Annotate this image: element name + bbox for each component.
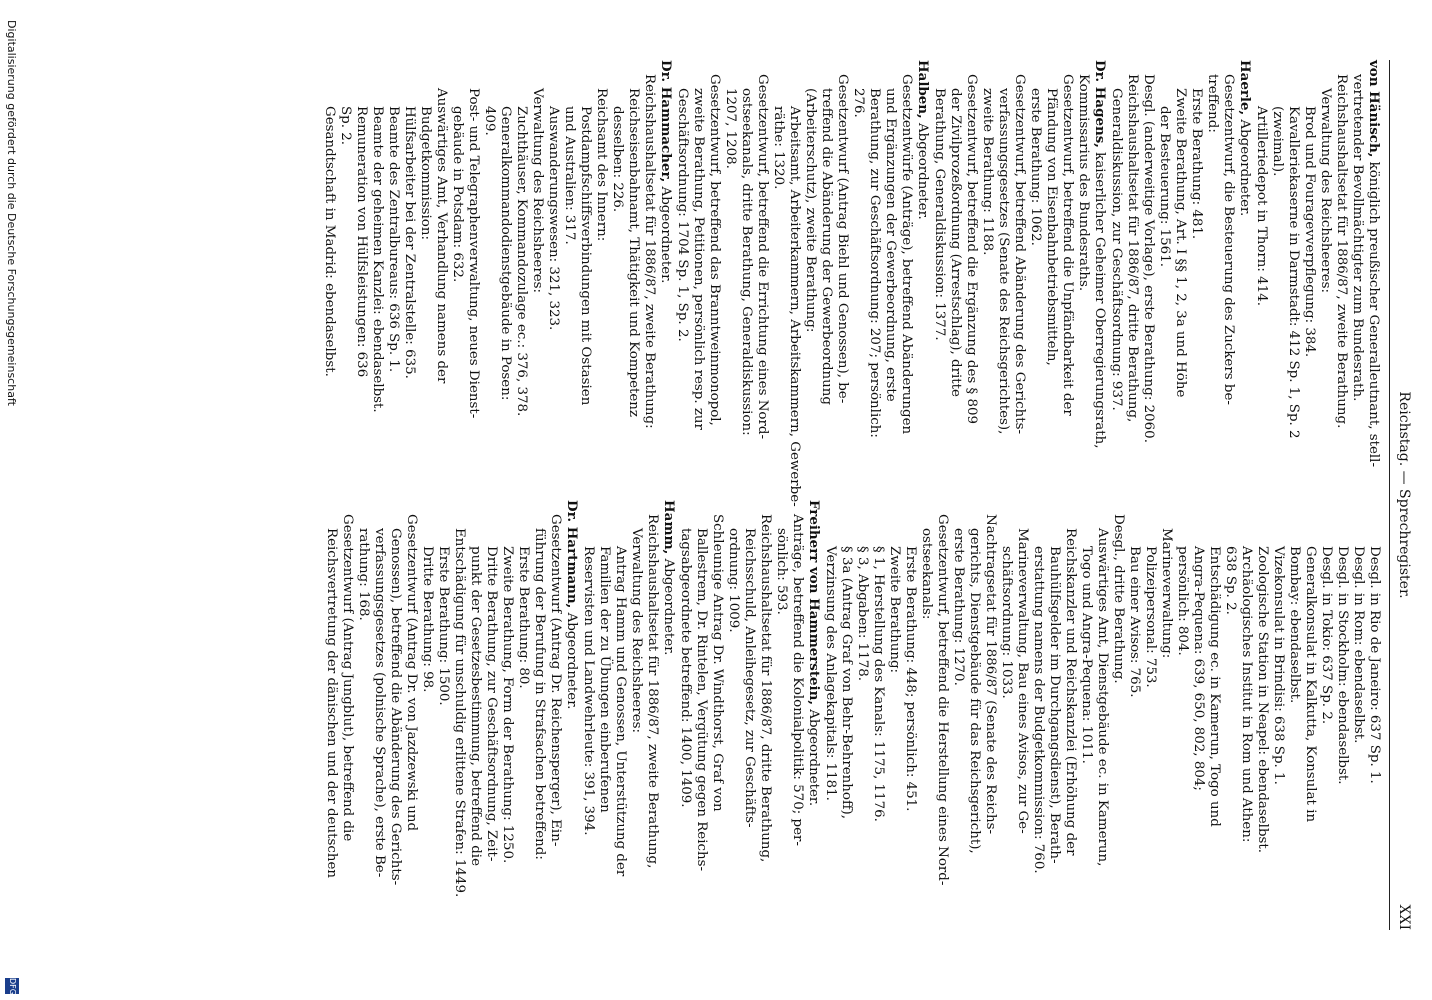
entry-text: Arbeitsamt, Arbeiterkammern, Arbeitskammern, Gewerbe- (787, 106, 802, 507)
index-entry-heading (1236, 60, 1253, 465)
index-entry-line (754, 60, 770, 465)
index-entry-line (1142, 500, 1158, 930)
entry-text: Reichsamt des Innern: (594, 88, 609, 242)
right-column (323, 500, 1382, 930)
index-entry-line (1158, 500, 1174, 930)
index-entry-line (353, 60, 369, 465)
entry-text: räthe: 1320. (771, 106, 786, 190)
index-entry-line (1333, 60, 1349, 465)
entry-text: Zweite Berathung: (887, 546, 902, 674)
entry-text: (Arbeiterschutz), zweite Berathung: (803, 88, 818, 333)
entry-text: Hülfsarbeiter bei der Zentralstelle: 635. (402, 106, 417, 379)
index-entry-line (1030, 500, 1046, 930)
entry-text: Dritte Berathung: 98. (420, 546, 435, 693)
index-entry-line (593, 60, 609, 465)
entry-text: Desgl., dritte Berathung. (1111, 514, 1126, 684)
entry-text: Verwaltung des Reichsheeres: (629, 528, 644, 734)
digitization-footer (0, 0, 22, 1000)
index-entry-line (628, 500, 644, 930)
entry-text: Gesetzentwürfe (Anträge), betreffend Abänderungen (899, 74, 914, 435)
index-entry-line (545, 60, 561, 465)
entry-text: Genossen), betreffend die Abänderung des Gerichts- (388, 528, 403, 886)
entry-text: Verzinsung des Anlagekapitals: 1181. (823, 546, 838, 801)
index-entry-line (690, 60, 706, 465)
entry-text: Schleunige Antrag Dr. Windthorst, Graf von (710, 514, 725, 812)
entry-text: verfassungsgesetzes (Senate des Reichsgerichtes), (996, 88, 1011, 435)
entry-text: 638 Sp. 2. (1223, 546, 1238, 615)
entry-text: Reichshaushaltsetat für 1886/87, zweite Berathung. (1334, 74, 1349, 429)
index-entry-line (757, 500, 773, 930)
entry-text: Generalkommandodienstgebäude in Posen: (498, 106, 513, 401)
entry-text: Auswanderungswesen: 321, 323. (546, 106, 561, 331)
entry-text: ordnung: 1009. (726, 528, 741, 633)
entry-text: führung der Berufung in Strafsachen betreffend: (532, 528, 547, 860)
page-header (1394, 60, 1412, 930)
entry-text: verfassungsgesetzes (polnische Sprache), erste Be- (372, 528, 387, 878)
entry-text: Reichseisenbahnamt, Thätigkeit und Kompetenz (626, 88, 641, 417)
entry-text: Gesetzentwurf, betreffend das Branntweinmonopol, (707, 74, 722, 426)
entry-text: Bau einer Avisos: 765. (1127, 546, 1142, 698)
index-entry-line (882, 60, 898, 465)
index-entry-line (1301, 60, 1317, 465)
entry-text: Familien der zu Übungen einberufenen (597, 546, 612, 813)
index-entry-line (963, 60, 979, 465)
index-entry-line (321, 60, 337, 465)
index-entry-line (1059, 60, 1075, 465)
entry-text: Desgl. (anderweitige Vorlage), erste Berathung: 2060. (1141, 74, 1156, 443)
entry-text: treffend die Abänderung der Gewerbeordnung (819, 88, 834, 405)
entry-text: Abgeordneter. (564, 608, 579, 710)
index-entry-line (467, 500, 483, 930)
index-entry-heading (563, 500, 580, 930)
entry-text: 1207, 1208. (723, 88, 738, 169)
entry-text: Kavalleriekaserne in Darmstadt: 412 Sp. 1, Sp. 2 (1286, 106, 1301, 439)
entry-text: Gesetzentwurf (Antrag Dr. von Jazdzewski und (404, 514, 419, 832)
index-entry-line (898, 60, 914, 465)
index-entry-line (1188, 60, 1204, 465)
index-entry-line (497, 60, 513, 465)
index-entry-line (355, 500, 371, 930)
index-entry-line (850, 60, 866, 465)
index-entry-line (1014, 500, 1030, 930)
entry-text: Zuchthäuser, Kommandozulage ec.: 376, 378. (514, 106, 529, 417)
index-entry-line (1254, 500, 1270, 930)
index-entry-line (834, 60, 850, 465)
index-entry-line (449, 60, 465, 465)
speaker-name: Halben, (915, 60, 931, 119)
index-entry-line (1269, 60, 1285, 465)
index-entry-line (1286, 500, 1302, 930)
index-entry-line (1350, 500, 1366, 930)
index-entry-line (770, 60, 786, 465)
entry-text: Antrag Hamm und Genossen, Unterstützung der (613, 546, 628, 877)
index-entry-line (1220, 60, 1236, 465)
entry-text: Gesetzentwurf, betreffend die Unpfändbarkeit der (1060, 74, 1075, 416)
entry-text: rathung: 168. (356, 528, 371, 621)
running-title: Reichstag. — Sprechregister. (1396, 391, 1412, 599)
index-entry-line (561, 60, 577, 465)
index-entry-line (838, 500, 854, 930)
speaker-name: Dr. Hagens, (1092, 60, 1108, 148)
entry-text: Bauhülfsgelder im Durchgangsdienst), Berath- (1047, 546, 1062, 864)
entry-text: Berathung, Generaldiskussion: 1377. (932, 88, 947, 341)
entry-text: erstattung namens der Budgetkommission: 760. (1031, 546, 1046, 874)
entry-text: Desgl. in Rom: ebendaselbst. (1351, 546, 1366, 744)
entry-text: Abgeordneter. (658, 182, 673, 284)
index-entry-line (1124, 60, 1140, 465)
page-number: XXI (1396, 904, 1412, 930)
entry-text: Reichshaushaltsetat für 1886/87, dritte Berathung, (1125, 74, 1140, 423)
entry-text: Angra-Pequena: 639, 650, 802, 804; (1191, 546, 1206, 791)
entry-text: Desgl. in Rio de Janeiro: 637 Sp. 1. (1367, 546, 1382, 784)
index-entry-line (515, 500, 531, 930)
index-entry-line (786, 60, 802, 507)
entry-text: Zoologische Station in Neapel: ebendaselbst. (1255, 546, 1270, 854)
speaker-name: Hamm, (661, 500, 677, 555)
index-entry-line (1011, 60, 1027, 465)
index-entry-line (1302, 500, 1318, 930)
entry-text: Desgl. in Tokio: 637 Sp. 2. (1319, 546, 1334, 725)
index-entry-line (706, 60, 722, 465)
index-entry-line (741, 500, 757, 930)
entry-text: Verwaltung des Reichsheeres: (1318, 88, 1333, 294)
index-entry-line (481, 60, 497, 465)
index-entry-line (577, 60, 593, 465)
index-entry-line (1062, 500, 1078, 930)
entry-text: vertretender Bevollmächtigter zum Bundesrath. (1350, 74, 1365, 402)
index-entry-line (1172, 60, 1188, 465)
entry-text: desselben: 226. (610, 106, 625, 213)
index-entry-line (738, 60, 754, 465)
entry-text: Polizeipersonal: 753. (1143, 546, 1158, 688)
speaker-name: von Hänisch, (1366, 60, 1382, 158)
index-entry-line (369, 60, 385, 465)
index-entry-line (1108, 60, 1124, 465)
entry-text: Generalkonsulat in Kalkutta, Konsulat in (1303, 546, 1318, 823)
index-entry-line (483, 500, 499, 930)
entry-text: § 3a (Antrag Graf von Behr-Behrenhoff), (839, 546, 854, 819)
entry-text: Zweite Berathung, Art. I §§ 1, 2, 3a und Höhe (1173, 88, 1188, 398)
header-rule (1389, 60, 1390, 930)
index-entry-line (385, 60, 401, 465)
index-entry-line (802, 60, 818, 465)
index-entry-line (465, 60, 481, 465)
entry-text: Ballestrem, Dr. Rintelen, Vergütung gegen Reichs- (694, 528, 709, 872)
index-entry-line (1285, 60, 1301, 465)
entry-text: königlich preußischer Generalleutnant, stell- (1366, 157, 1381, 467)
entry-text: schäftsordnung: 1033. (999, 546, 1014, 699)
index-entry-line (866, 60, 882, 465)
index-entry-line (773, 500, 789, 930)
index-entry-line (995, 60, 1011, 465)
index-entry-line (1366, 500, 1382, 930)
index-entry-line (387, 500, 403, 930)
entry-text: Auswärtiges Amt, Verhandlung namens der (434, 88, 449, 384)
entry-text: Gesetzentwurf (Antrag Biehl und Genossen), be- (835, 74, 850, 404)
index-entry-line (337, 60, 353, 465)
entry-text: treffend: (1205, 74, 1220, 133)
index-entry-heading (805, 500, 822, 930)
entry-text: erste Berathung: 1062. (1028, 88, 1043, 246)
entry-text: zweite Berathung, Petitionen, persönlich resp. zur (691, 88, 706, 430)
index-entry-line (1140, 60, 1156, 465)
index-entry-line (1206, 500, 1222, 930)
entry-text: Bombay: ebendaselbst. (1287, 546, 1302, 704)
index-entry-line (323, 500, 339, 930)
index-entry-line (580, 500, 596, 930)
entry-text: Abgeordneter. (1237, 115, 1252, 217)
index-entry-line (998, 500, 1014, 930)
entry-text: Reservisten und Landwehrleute: 391, 394. (581, 546, 596, 836)
entry-text: Dritte Berathung, zur Geschäftsordnung, Zeit- (484, 546, 499, 862)
entry-text: Geschäftsordnung: 1704 Sp. 1, Sp. 2. (675, 88, 690, 342)
index-entry-line (641, 60, 657, 465)
index-entry-line (822, 500, 838, 930)
index-entry-line (371, 500, 387, 930)
index-entry-line (1046, 500, 1062, 930)
entry-text: Abgeordneter. (661, 554, 676, 656)
index-entry-line (1094, 500, 1110, 930)
entry-text: Erste Berathung: 481. (1189, 88, 1204, 240)
index-entry-line (596, 500, 612, 930)
entry-text: Entschädigung für unschuldig erlittene Strafen: 1449. (452, 528, 467, 898)
index-entry-line (433, 60, 449, 465)
entry-text: § 1, Herstellung des Kanals: 1175, 1176. (871, 546, 886, 822)
entry-text: Reichskanzler und Reichskanzlei (Erhöhung der (1063, 528, 1078, 856)
index-entry-line (529, 60, 545, 465)
entry-text: Reichsschuld, Anleihegesetz, zur Geschäfts- (742, 528, 757, 828)
index-entry-line (1270, 500, 1286, 930)
entry-text: der Zivilprozeßordnung (Arrestschlag), dritte (948, 88, 963, 397)
index-entry-line (1238, 500, 1254, 930)
entry-text: Reichshaushaltsetat für 1886/87, zweite Berathung, (645, 514, 660, 869)
index-entry-line (1190, 500, 1206, 930)
index-entry-line (1318, 500, 1334, 930)
entry-text: Erste Berathung: 80. (516, 546, 531, 689)
entry-text: Erste Berathung: 448; persönlich: 451. (903, 546, 918, 812)
index-entry-line (854, 500, 870, 930)
entry-text: Desgl. in Stockholm: ebendaselbst. (1335, 546, 1350, 785)
entry-text: Togo und Angra-Pequena: 1011. (1079, 546, 1094, 764)
index-entry-line (419, 500, 435, 930)
entry-text: Generaldiskussion, zur Geschäftsordnung: 937. (1109, 88, 1124, 411)
entry-text: kaiserlicher Geheimer Oberregierungsrath, (1092, 147, 1107, 449)
entry-text: Pfändung von Eisenbahnbetriebsmitteln, (1044, 88, 1059, 366)
index-entry-heading (914, 60, 931, 465)
entry-text: erste Berathung: 1270. (951, 528, 966, 686)
index-entry-line (625, 60, 641, 465)
entry-text: Budgetkommission: (418, 106, 433, 240)
entry-text: gebäude in Potsdam: 632. (450, 106, 465, 283)
index-entry-line (609, 60, 625, 465)
entry-text: gerichts, Dienstgebäude für das Reichsgericht), (967, 528, 982, 854)
entry-text: Nachtragsetat für 1886/87 (Senate des Reichs- (983, 514, 998, 835)
speaker-name: Dr. Hartmann, (564, 500, 580, 609)
index-entry-line (1222, 500, 1238, 930)
index-entry-line (886, 500, 902, 930)
index-entry-line (947, 60, 963, 465)
index-entry-heading (1365, 60, 1382, 465)
index-entry-line (1349, 60, 1365, 465)
entry-text: Anträge, betreffend die Kolonialpolitik: 570; per- (790, 514, 805, 846)
entry-text: ostseekanals, dritte Berathung, Generaldiskussion: (739, 88, 754, 436)
index-entry-line (417, 60, 433, 465)
index-entry-line (725, 500, 741, 930)
entry-text: persönlich: 804. (1175, 546, 1190, 656)
index-entry-line (1156, 60, 1172, 465)
index-entry-line (934, 500, 950, 930)
entry-text: Gesetzentwurf, betreffend die Ergänzung des § 809 (964, 74, 979, 425)
entry-text: Kommissarius des Bundesraths. (1076, 74, 1091, 292)
entry-text: Abgeordneter. (806, 705, 821, 807)
entry-text: Zweite Berathung, Form der Berathung: 1250. (500, 546, 515, 864)
entry-text: Postdampfschiffsverbindungen mit Ostasien (578, 106, 593, 406)
entry-text: Abgeordneter. (915, 118, 930, 220)
entry-text: Archäologisches Institut in Rom und Athen: (1239, 546, 1254, 843)
entry-text: Erste Berathung: 1500. (436, 546, 451, 706)
index-entry-heading (1091, 60, 1108, 465)
index-entry-line (513, 60, 529, 465)
index-entry-line (1110, 500, 1126, 930)
entry-text: und Australien: 317. (562, 106, 577, 245)
entry-text: Marineverwaltung: (1159, 528, 1174, 659)
index-entry-heading (657, 60, 674, 465)
index-entry-line (401, 60, 417, 465)
entry-text: tagsabgeordnete betreffend: 1400, 1409. (678, 528, 693, 808)
entry-text: Reichshaushaltsetat für 1886/87, dritte Berathung, (758, 514, 773, 863)
index-entry-line (612, 500, 628, 930)
entry-text: Gesetzentwurf, die Besteuerung des Zuckers be- (1221, 74, 1236, 405)
index-entry-line (1334, 500, 1350, 930)
entry-text: Gesetzentwurf, betreffend Abänderung des Gerichts- (1012, 74, 1027, 435)
entry-text: Berathung, zur Geschäftsordnung: 207; persönlich: (867, 88, 882, 438)
index-entry-line (1126, 500, 1142, 930)
entry-text: Reichshaushaltsetat für 1886/87, zweite Berathung: (642, 74, 657, 429)
index-entry-line (966, 500, 982, 930)
index-entry-line (339, 500, 355, 930)
index-entry-line (722, 60, 738, 465)
entry-text: punkt der Gesetzesbestimmung, betreffend die (468, 546, 483, 867)
entry-text: der Besteuerung: 1561. (1157, 106, 1172, 267)
index-entry-line (451, 500, 467, 930)
footer-text: Digitalisierung gefördert durch die Deutsche Forschungsgemeinschaft (5, 20, 18, 406)
index-entry-line (982, 500, 998, 930)
entry-text: 409. (482, 106, 497, 136)
entry-text: Gesetzentwurf, betreffend die Errichtung eines Nord- (755, 74, 770, 439)
entry-text: Gesetzentwurf (Antrag Jungblut), betreffend die (340, 514, 355, 842)
index-entry-line (1253, 60, 1269, 465)
entry-text: sönlich: 593. (774, 528, 789, 615)
entry-text: Sp. 2. (338, 106, 353, 146)
entry-text: Entschädigung ec. in Kamerun, Togo und (1207, 546, 1222, 827)
index-entry-line (902, 500, 918, 930)
entry-text: Post- und Telegraphenverwaltung, neues Dienst- (466, 88, 481, 419)
index-entry-line (403, 500, 419, 930)
entry-text: Gesetzentwurf (Antrag Dr. Reichensperger), Ein- (548, 514, 563, 847)
index-entry-line (789, 500, 805, 930)
index-entry-line (693, 500, 709, 930)
entry-text: Artilleriedepot in Thorn: 414. (1254, 106, 1269, 306)
index-entry-line (644, 500, 660, 930)
entry-text: Verwaltung des Reichsheeres: (530, 88, 545, 294)
entry-text: Vizekonsulat in Brindisi: 638 Sp. 1. (1271, 546, 1286, 785)
index-entry-line (818, 60, 834, 465)
entry-text: Reichsvertretung der dänischen und der deutschen (324, 528, 339, 879)
speaker-name: Dr. Hammacher, (658, 60, 674, 183)
index-entry-line (499, 500, 515, 930)
index-entry-line (1075, 60, 1091, 465)
entry-text: Beamte des Zentralbureaus: 636 Sp. 1. (386, 106, 401, 373)
entry-text: § 3, Abgaben: 1178. (855, 546, 870, 682)
entry-text: Gesandtschaft in Madrid: ebendaselbst. (322, 106, 337, 377)
index-entry-heading (660, 500, 677, 930)
index-entry-line (950, 500, 966, 930)
entry-text: Gesetzentwurf, betreffend die Herstellung eines Nord- (935, 514, 950, 886)
index-entry-line (870, 500, 886, 930)
index-entry-line (1078, 500, 1094, 930)
dfg-logo: DFG (5, 978, 19, 994)
index-entry-line (677, 500, 693, 930)
entry-text: ostseekanals: (919, 528, 934, 620)
entry-text: Brod und Fouragevverpflegung: 384. (1302, 106, 1317, 358)
left-column (321, 60, 1382, 507)
index-entry-line (1204, 60, 1220, 465)
index-entry-line (931, 60, 947, 465)
speaker-name: Freiherr von Hammerstein, (806, 500, 822, 706)
index-entry-line (531, 500, 547, 930)
index-entry-line (547, 500, 563, 930)
entry-text: Remuneration von Hülfsleistungen: 636 (354, 106, 369, 378)
entry-text: zweite Berathung: 1188. (980, 88, 995, 256)
index-entry-line (1174, 500, 1190, 930)
entry-text: (zweimal). (1270, 106, 1285, 177)
index-entry-line (674, 60, 690, 465)
index-entry-line (918, 500, 934, 930)
entry-text: und Ergänzungen der Gewerbeordnung, erste (883, 88, 898, 402)
entry-text: Marineverwaltung, Bau eines Avisos, zur Ge- (1015, 528, 1030, 834)
speaker-name: Haerle, (1237, 60, 1253, 116)
index-entry-line (435, 500, 451, 930)
index-entry-line (709, 500, 725, 930)
index-entry-line (1027, 60, 1043, 465)
index-entry-line (1317, 60, 1333, 465)
entry-text: Auswärtiges Amt, Dienstgebäude ec. in Kamerun, (1095, 528, 1110, 867)
entry-text: Beamte der geheimen Kanzlei: ebendaselbst. (370, 106, 385, 413)
index-entry-line (979, 60, 995, 465)
entry-text: 276. (851, 88, 866, 118)
index-entry-line (1043, 60, 1059, 465)
